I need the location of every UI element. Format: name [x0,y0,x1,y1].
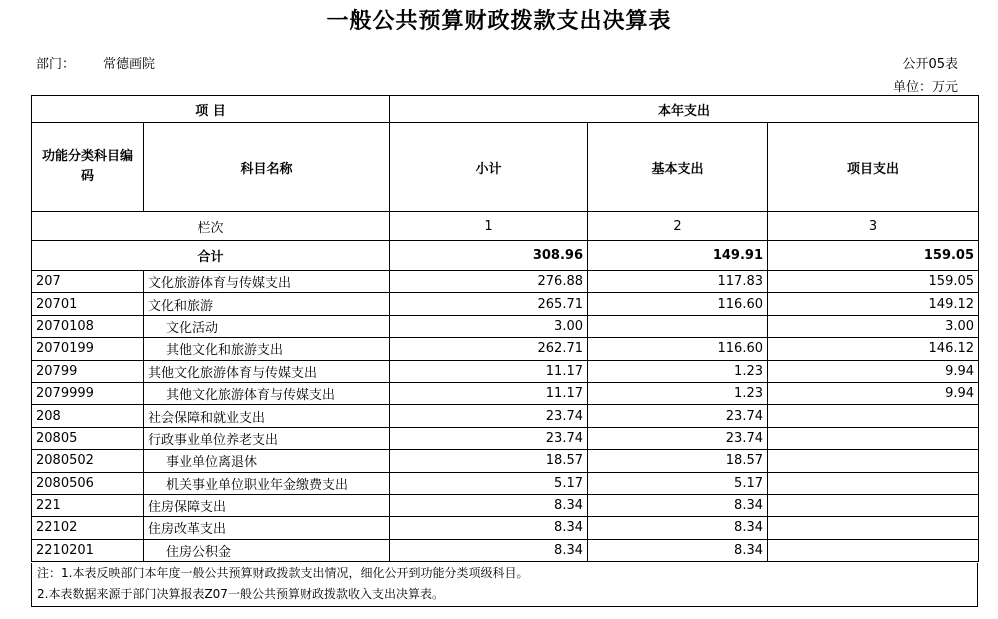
row-project [768,405,979,427]
row-subtotal: 8.34 [390,494,588,516]
row-code: 208 [32,405,144,427]
table-row [32,315,979,337]
row-code: 2210201 [32,539,144,561]
header-basic: 基本支出 [588,123,768,212]
total-row [32,241,979,271]
header-row-1 [32,96,979,123]
row-project [768,472,979,494]
row-name: 住房公积金 [144,539,390,561]
row-code: 2079999 [32,382,144,404]
row-code: 2080502 [32,450,144,472]
row-code: 2070199 [32,338,144,360]
row-code: 20799 [32,360,144,382]
row-name: 其他文化和旅游支出 [144,338,390,360]
row-name: 文化活动 [144,315,390,337]
note-2: 2.本表数据来源于部门决算报表Z07一般公共预算财政拨款收入支出决算表。 [37,587,444,601]
row-name: 其他文化旅游体育与传媒支出 [144,382,390,404]
row-project [768,517,979,539]
department-line [36,53,155,72]
header-current-year: 本年支出 [390,96,979,123]
row-code: 20701 [32,293,144,315]
header-subtotal: 小计 [390,123,588,212]
notes [31,563,978,607]
row-name: 机关事业单位职业年金缴费支出 [144,472,390,494]
column-index-label: 栏次 [32,212,390,241]
row-name: 住房保障支出 [144,494,390,516]
header-item: 项 目 [32,96,390,123]
row-name: 文化和旅游 [144,293,390,315]
row-name: 住房改革支出 [144,517,390,539]
row-name: 行政事业单位养老支出 [144,427,390,449]
row-name: 社会保障和就业支出 [144,405,390,427]
row-basic: 1.23 [588,360,768,382]
row-code: 2070108 [32,315,144,337]
row-subtotal: 11.17 [390,360,588,382]
row-code: 221 [32,494,144,516]
expenditure-table [31,95,979,562]
row-subtotal: 262.71 [390,338,588,360]
row-project: 9.94 [768,360,979,382]
page-title: 一般公共预算财政拨款支出决算表 [326,8,672,34]
row-subtotal: 8.34 [390,517,588,539]
table-row [32,338,979,360]
row-basic: 23.74 [588,427,768,449]
row-basic: 23.74 [588,405,768,427]
row-basic: 117.83 [588,271,768,293]
row-subtotal: 265.71 [390,293,588,315]
row-basic: 1.23 [588,382,768,404]
table-row [32,293,979,315]
column-index-3: 3 [768,212,979,241]
row-code: 22102 [32,517,144,539]
table-row [32,517,979,539]
table-row [32,539,979,561]
row-name: 事业单位离退休 [144,450,390,472]
row-basic: 8.34 [588,517,768,539]
total-basic: 149.91 [588,241,768,271]
table-row [32,405,979,427]
row-basic: 8.34 [588,494,768,516]
row-project [768,427,979,449]
row-project: 9.94 [768,382,979,404]
unit-label: 单位：万元 [892,80,958,95]
table-row [32,360,979,382]
row-basic: 8.34 [588,539,768,561]
row-code: 207 [32,271,144,293]
row-basic: 116.60 [588,293,768,315]
total-subtotal: 308.96 [390,241,588,271]
table-row [32,427,979,449]
total-project: 159.05 [768,241,979,271]
row-subtotal: 18.57 [390,450,588,472]
row-code: 20805 [32,427,144,449]
row-subtotal: 5.17 [390,472,588,494]
header-row-2 [32,123,979,212]
row-project [768,494,979,516]
row-basic: 5.17 [588,472,768,494]
form-number: 公开05表 [902,57,958,72]
row-subtotal: 8.34 [390,539,588,561]
row-code: 2080506 [32,472,144,494]
total-label: 合计 [32,241,390,271]
row-project [768,450,979,472]
row-subtotal: 276.88 [390,271,588,293]
note-1: 注：1.本表反映部门本年度一般公共预算财政拨款支出情况，细化公开到功能分类项级科目。 [37,566,529,580]
column-index-2: 2 [588,212,768,241]
row-subtotal: 3.00 [390,315,588,337]
row-name: 文化旅游体育与传媒支出 [144,271,390,293]
row-name: 其他文化旅游体育与传媒支出 [144,360,390,382]
row-subtotal: 23.74 [390,405,588,427]
header-project: 项目支出 [768,123,979,212]
row-project: 3.00 [768,315,979,337]
table-row [32,472,979,494]
row-project: 149.12 [768,293,979,315]
table-row [32,450,979,472]
row-basic: 18.57 [588,450,768,472]
column-index-row [32,212,979,241]
row-subtotal: 23.74 [390,427,588,449]
department-label: 部门： [36,57,76,72]
department-name: 常德画院 [103,57,156,72]
column-index-1: 1 [390,212,588,241]
row-project [768,539,979,561]
row-project: 159.05 [768,271,979,293]
row-basic: 116.60 [588,338,768,360]
table-row [32,271,979,293]
header-code: 功能分类科目编码 [32,123,144,212]
table-row [32,382,979,404]
row-subtotal: 11.17 [390,382,588,404]
row-basic [588,315,768,337]
row-project: 146.12 [768,338,979,360]
table-row [32,494,979,516]
header-name: 科目名称 [144,123,390,212]
